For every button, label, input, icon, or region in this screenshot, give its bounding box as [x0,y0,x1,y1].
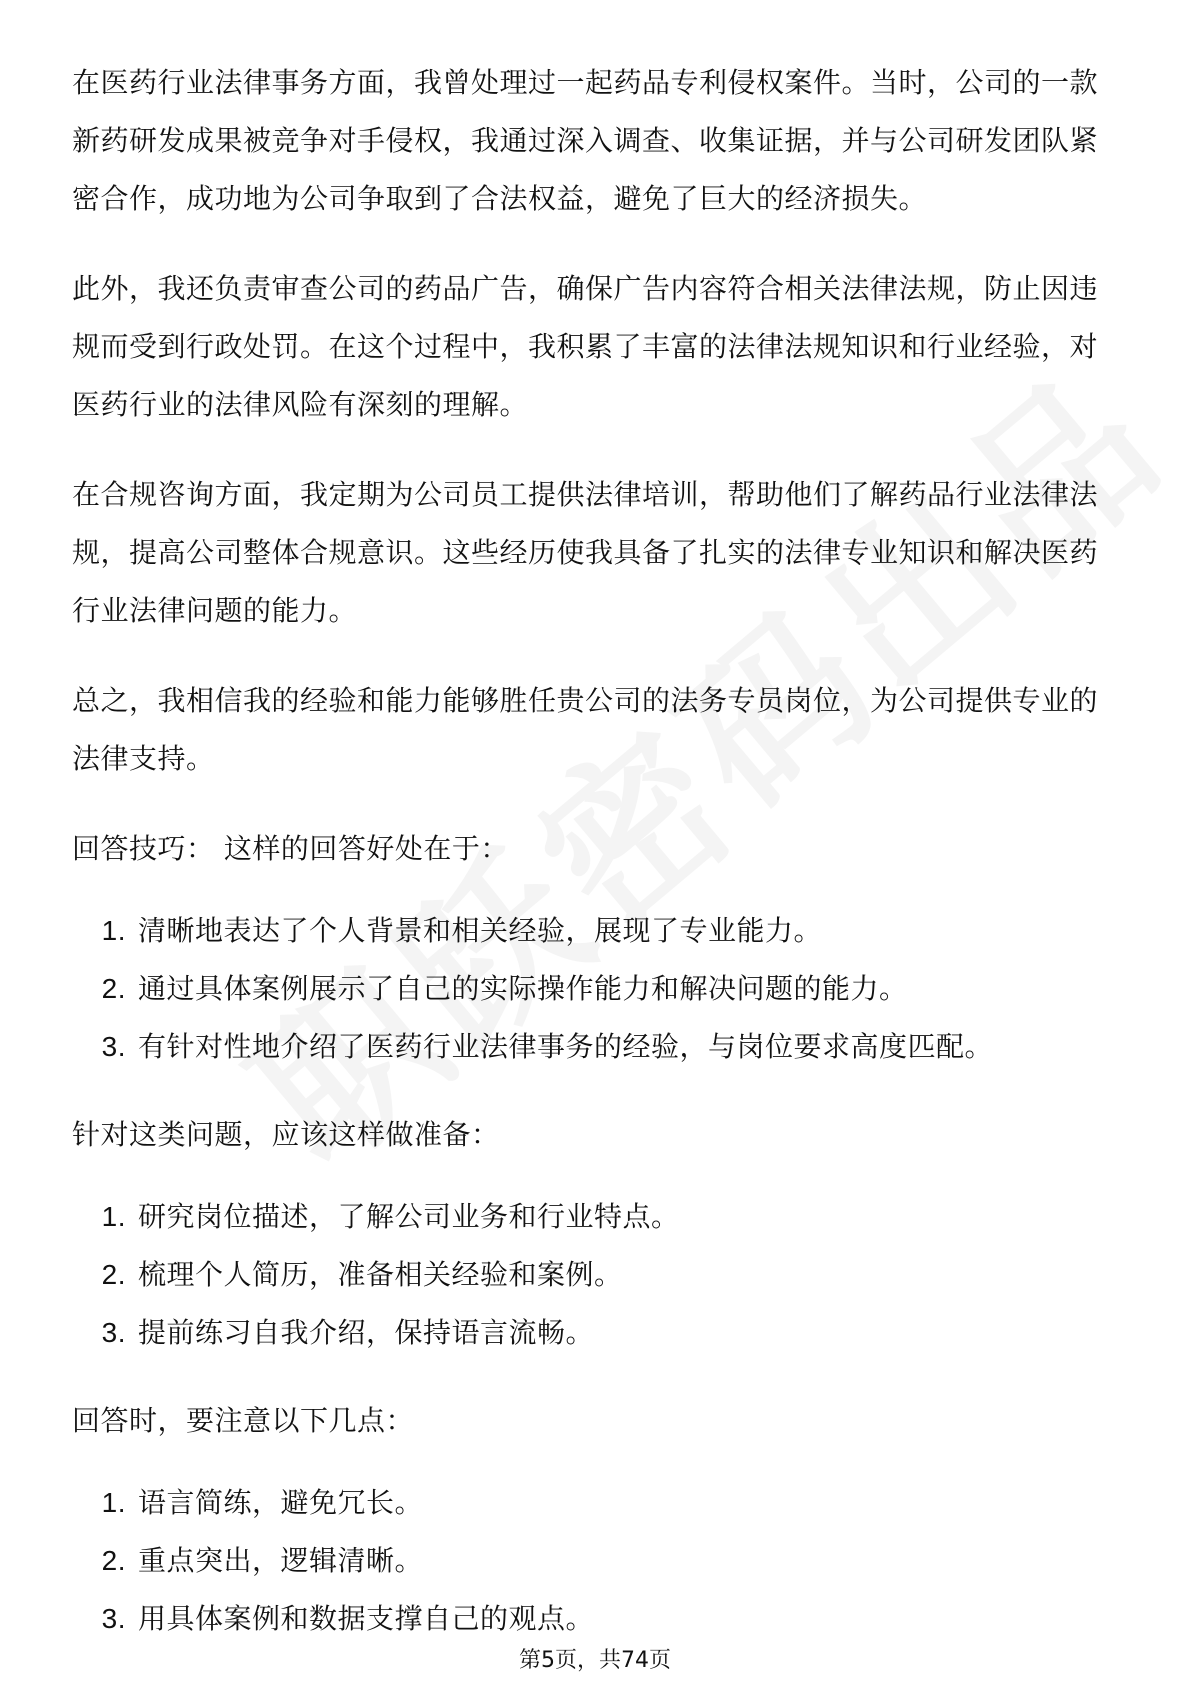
document-body [72,54,1118,1678]
list-item-text: 重点突出，逻辑清晰。 [138,1544,424,1577]
list-item-text: 用具体案例和数据支撑自己的观点。 [138,1602,595,1635]
tips-list [72,902,1118,1076]
list-item-number: 1. [101,1487,126,1518]
list-item-number: 3. [101,1603,126,1634]
page-number-footer: 第5页，共74页 [519,1648,671,1673]
list-item-number: 3. [101,1317,126,1348]
list-item-text: 梳理个人简历，准备相关经验和案例。 [138,1258,623,1291]
prep-list [72,1188,1118,1362]
paragraph-compliance: 在合规咨询方面，我定期为公司员工提供法律培训，帮助他们了解药品行业法律法规，提高公司整体合规意识。这些经历使我具备了扎实的法律专业知识和解决医药行业法律问题的能力。 [72,478,1099,627]
paragraph-summary: 总之，我相信我的经验和能力能够胜任贵公司的法务专员岗位，为公司提供专业的法律支持。 [72,684,1099,775]
list-item [72,1532,1118,1590]
list-item-text: 清晰地表达了个人背景和相关经验，展现了专业能力。 [138,914,823,947]
list-item-number: 2. [101,1259,126,1290]
list-item-text: 研究岗位描述，了解公司业务和行业特点。 [138,1200,680,1233]
attention-heading: 回答时，要注意以下几点： [72,1404,415,1437]
list-item-text: 通过具体案例展示了自己的实际操作能力和解决问题的能力。 [138,972,908,1005]
tips-heading: 回答技巧： 这样的回答好处在于： [72,832,509,865]
list-item [72,1474,1118,1532]
list-item [72,1018,1118,1076]
list-item-number: 1. [101,1201,126,1232]
list-item [72,1188,1118,1246]
list-item-number: 2. [101,1545,126,1576]
list-item-text: 语言简练，避免冗长。 [138,1486,424,1519]
attention-list [72,1474,1118,1648]
list-item-text: 有针对性地介绍了医药行业法律事务的经验，与岗位要求高度匹配。 [138,1030,994,1063]
list-item [72,1304,1118,1362]
list-item [72,1590,1118,1648]
list-item-number: 1. [101,915,126,946]
list-item-text: 提前练习自我介绍，保持语言流畅。 [138,1316,595,1349]
list-item-number: 2. [101,973,126,1004]
paragraph-ad-review: 此外，我还负责审查公司的药品广告，确保广告内容符合相关法律法规，防止因违规而受到行政处罚。在这个过程中，我积累了丰富的法律法规知识和行业经验，对医药行业的法律风险有深刻的理解。 [72,272,1099,421]
list-item [72,1246,1118,1304]
list-item [72,960,1118,1018]
paragraph-case-experience: 在医药行业法律事务方面，我曾处理过一起药品专利侵权案件。当时，公司的一款新药研发成果被竞争对手侵权，我通过深入调查、收集证据，并与公司研发团队紧密合作，成功地为公司争取到了合法权益，避免了巨大的经济损失。 [72,66,1099,215]
list-item-number: 3. [101,1031,126,1062]
prep-heading: 针对这类问题，应该这样做准备： [72,1118,500,1151]
list-item [72,902,1118,960]
